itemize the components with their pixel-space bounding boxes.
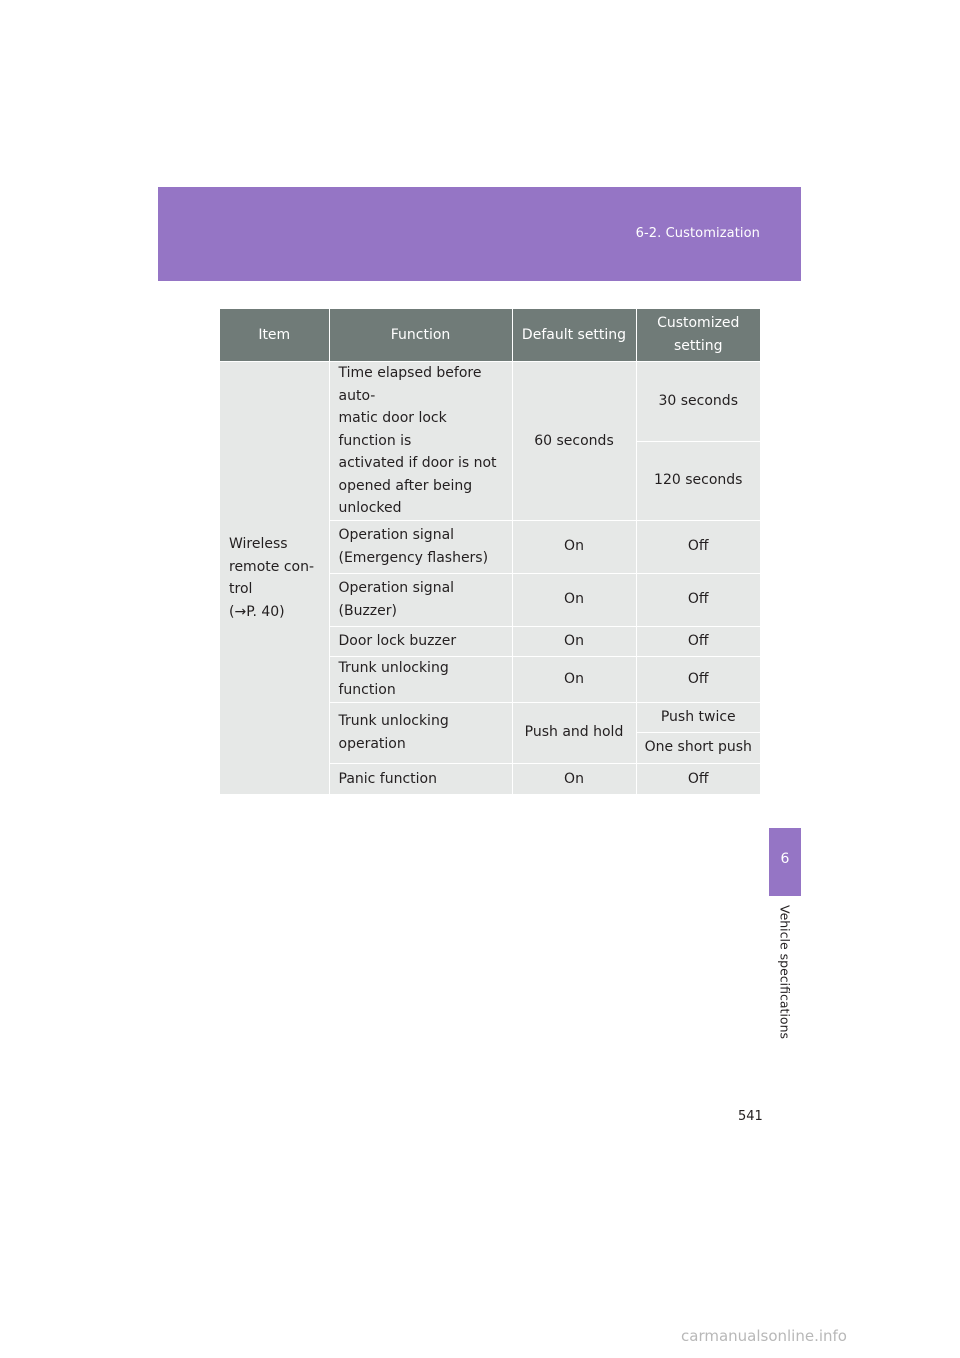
watermark: carmanualsonline.info [681, 1327, 847, 1345]
function-cell [329, 520, 512, 573]
function-line: opened after being [338, 477, 473, 494]
item-line: remote con- [229, 558, 315, 575]
page-number: 541 [738, 1109, 763, 1124]
default-setting-cell: On [512, 626, 636, 656]
column-header-function: Function [329, 309, 512, 362]
customized-setting-cell: One short push [636, 732, 760, 763]
chapter-tab [769, 828, 801, 896]
table-header-row [220, 309, 760, 362]
function-line: unlocked [338, 500, 402, 516]
function-line: activated if door is not [338, 455, 497, 471]
default-setting-cell: On [512, 573, 636, 626]
function-line: Operation signal [338, 580, 455, 596]
default-setting-cell: On [512, 520, 636, 573]
default-setting-cell: 60 seconds [512, 362, 636, 521]
customized-setting-cell: Off [636, 763, 760, 794]
function-cell: Trunk unlocking function [329, 656, 512, 702]
default-setting-cell: Push and hold [512, 702, 636, 763]
customization-table [220, 309, 760, 794]
table-row [220, 362, 760, 442]
default-setting-cell: On [512, 656, 636, 702]
column-header-default-setting: Default setting [512, 309, 636, 362]
function-line: Time elapsed before auto- [338, 365, 482, 404]
function-line: (Buzzer) [338, 602, 397, 619]
function-line: Operation signal [338, 527, 455, 543]
customized-setting-cell: Off [636, 656, 760, 702]
header-band [158, 187, 801, 281]
section-title: 6-2. Customization [635, 226, 760, 241]
column-header-customized-setting [636, 309, 760, 362]
customized-setting-cell: Off [636, 573, 760, 626]
chapter-number: 6 [780, 851, 790, 867]
customized-setting-cell: Off [636, 626, 760, 656]
function-line: matic door lock function is [338, 410, 447, 449]
item-line: Wireless [229, 536, 288, 552]
function-cell: Door lock buzzer [329, 626, 512, 656]
function-cell: Panic function [329, 763, 512, 794]
item-page-reference: (→P. 40) [229, 603, 285, 620]
customized-setting-cell: 120 seconds [636, 441, 760, 520]
item-cell [220, 362, 329, 795]
customized-setting-cell: Push twice [636, 702, 760, 732]
column-header-item: Item [220, 309, 329, 362]
customized-setting-cell: 30 seconds [636, 362, 760, 442]
customized-setting-header-text: Customized setting [657, 315, 740, 354]
customized-setting-cell: Off [636, 520, 760, 573]
function-cell: Trunk unlocking operation [329, 702, 512, 763]
item-line: trol [229, 581, 253, 597]
function-cell [329, 573, 512, 626]
default-setting-cell: On [512, 763, 636, 794]
function-cell [329, 362, 512, 521]
function-line: (Emergency flashers) [338, 549, 489, 566]
chapter-label: Vehicle specifications [777, 904, 793, 1040]
